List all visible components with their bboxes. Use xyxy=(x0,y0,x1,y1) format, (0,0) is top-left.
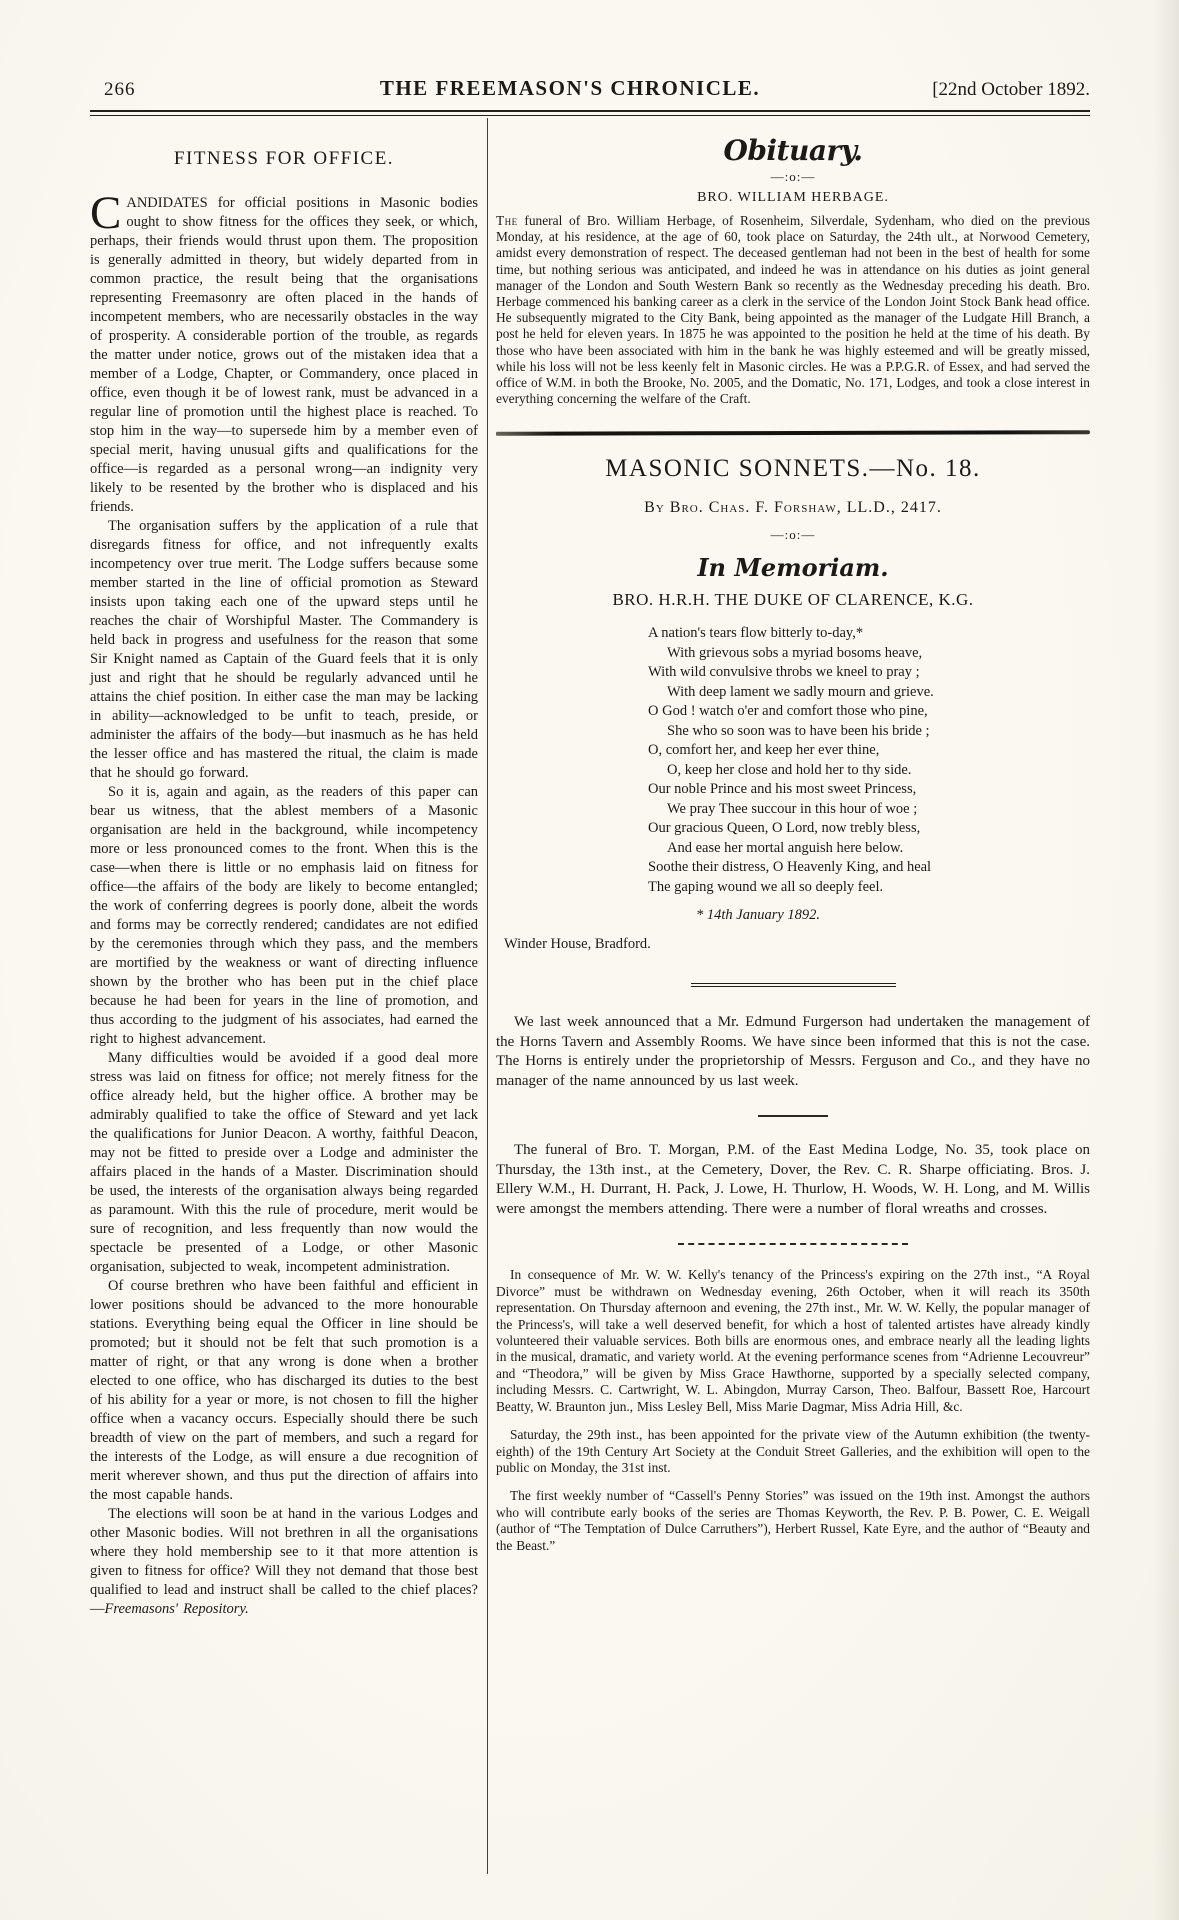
section-divider-dashed xyxy=(678,1243,908,1245)
page-number: 266 xyxy=(104,79,136,100)
page-header xyxy=(90,76,1090,101)
article-paragraph xyxy=(90,187,478,517)
section-divider-thick xyxy=(496,431,1090,437)
page-columns xyxy=(90,118,1090,1874)
news-item: In consequence of Mr. W. W. Kelly's tenancy of the Princess's expiring on the 27th inst., “A Royal Divorce” must be withdrawn on Wednesday evening, 26th October, when it will reach its 350th representation. On Thursday afternoon and evening, the 27th inst., Mr. W. W. Kelly, the popular manager of the Princess's, will take a well deserved benefit, for which a host of talented artistes have already kindly volunteered their valuable services. Both bills are enormous ones, and embrace nearly all the leading lights in the musical, dramatic, and variety world. At the evening performance scenes from “Adrienne Lecouvreur” and “Theodora,” will be given by Miss Grace Hawthorne, supported by a specially selected company, including Messrs. C. Cartwright, W. L. Abingdon, Murray Carson, Theo. Balfour, Bassett Roe, Harcourt Beatty, W. Braunton jun., Miss Lesley Bell, Miss Marie Dagmar, Miss Adria Hill, &c. xyxy=(496,1267,1090,1414)
poem-line: With wild convulsive throbs we kneel to pray ; xyxy=(648,664,920,681)
section-separator: —:o:— xyxy=(770,527,816,543)
article-paragraph: So it is, again and again, as the readers of this paper can bear us witness, that the ablest members of a Masonic organisation are held in the background, while incompetency more or less pronounced comes to the front. When this is the case—when there is little or no emphasis laid on fitness for office—the affairs of the body are likely to become entangled; the work of conferring degrees is poorly done, albeit the words and forms may be correctly rendered; candidates are not edified by the ceremonies through which they pass, and the members are mortified by the weakness or want of directing influence shown by the brother who has been put in the chief place because he had been for years in the line of promotion, and thus according to the judgment of his associates, had earned the right to highest advancement. xyxy=(90,784,478,1047)
poem-line: With deep lament we sadly mourn and grieve. xyxy=(667,683,934,700)
news-item: We last week announced that a Mr. Edmund Furgerson had undertaken the management of the Horns Tavern and Assembly Rooms. We have since been informed that this is not the case. The Horns is entirely under the proprietorship of Messrs. Ferguson and Co., and they have no manager of the name announced by us last week. xyxy=(496,1014,1090,1089)
poem-line: She who so soon was to have been his bride ; xyxy=(667,722,930,739)
paragraph-text: The elections will soon be at hand in the various Lodges and other Masonic bodies. Will not brethren in all the organisations where they hold membership see to it that more attention is given to fitness for office? Will they not demand that those best qualified to lead and instruct shall be called to the chief places?— xyxy=(90,1506,478,1617)
lead-word: The xyxy=(496,213,518,228)
paragraph-text: funeral of Bro. William Herbage, of Rosenheim, Silverdale, Sydenham, who died on the previous Monday, at his residence, at the age of 60, took place on Saturday, the 24th ult., at Norwood Cemetery, amidst every demonstration of respect. The deceased gentleman had not been in the best of health for some time, but nothing serious was anticipated, and indeed he was in attendance on his duties as joint general manager of the London and South Western Bank so recently as the Wednesday preceding his death. Bro. Herbage commenced his banking career as a clerk in the service of the London Joint Stock Bank head office. He subsequently migrated to the City Bank, being appointed as the manager of the Ludgate Hill Branch, a post he held for eleven years. In 1875 he was appointed to the position he held at the time of his death. By those who have been associated with him in the bank he was highly esteemed and will be greatly missed, while his loss will not be less keenly felt in Masonic circles. He was a P.P.G.R. of Essex, and had served the office of W.M. in both the Brooke, No. 2005, and the Domatic, No. 171, Lodges, and took a close interest in everything concerning the welfare of the Craft. xyxy=(496,213,1090,407)
section-separator: —:o:— xyxy=(770,169,816,184)
poem-line: The gaping wound we all so deeply feel. xyxy=(648,878,884,895)
poem-line: O, comfort her, and keep her ever thine, xyxy=(648,742,880,759)
obituary-title: Obituary. xyxy=(723,134,863,167)
news-item: The first weekly number of “Cassell's Penny Stories” was issued on the 19th inst. Amongst the authors who will contribute early books of the series are Thomas Keyworth, the Rev. P. B. Power, C. E. Weigall (author of “The Temptation of Dulce Carruthers”), Herbert Russel, Kate Eyre, and the author of “Beauty and the Beast.” xyxy=(496,1488,1090,1553)
article-paragraph xyxy=(90,1505,478,1619)
poem-line: With grievous sobs a myriad bosoms heave, xyxy=(667,644,923,661)
poem-footnote: * 14th January 1892. xyxy=(696,907,821,924)
header-divider xyxy=(90,110,1090,116)
poem-line: We pray Thee succour in this hour of woe ; xyxy=(667,800,918,817)
sonnet-byline: By Bro. Chas. F. Forshaw, LL.D., 2417. xyxy=(644,499,942,517)
obituary-subject: BRO. WILLIAM HERBAGE. xyxy=(697,190,889,205)
sonnet-dedication: BRO. H.R.H. THE DUKE OF CLARENCE, K.G. xyxy=(612,590,974,610)
drop-cap: C xyxy=(90,187,122,239)
section-divider-double xyxy=(691,983,896,987)
news-item: The funeral of Bro. T. Morgan, P.M. of the East Medina Lodge, No. 35, took place on Thursday, the 13th inst., at the Cemetery, Dover, the Rev. C. R. Sharpe officiating. Bros. J. Ellery W.M., H. Durrant, H. Pack, J. Lowe, H. Thurlow, H. Woods, W. H. Long, and M. Willis were amongst the members attending. There were a number of floral wreaths and crosses. xyxy=(496,1142,1090,1217)
section-divider-short xyxy=(758,1115,828,1117)
poem-line: O God ! watch o'er and comfort those who pine, xyxy=(648,703,928,720)
poem-line: And ease her mortal anguish here below. xyxy=(667,839,904,856)
obituary-body xyxy=(496,213,1090,407)
poem-line: A nation's tears flow bitterly to-day,* xyxy=(648,625,864,642)
article-paragraph: Of course brethren who have been faithful and efficient in lower positions should be advanced to the more honourable stations. Everything being equal the Officer in line should be promoted; but it should not be felt that such promotion is a matter of right, or that any wrong is done when a brother elected to one office, who has discharged its duties to the best of his ability for a year or more, is not chosen to fill the higher office when a vacancy occurs. Especially should there be such breadth of view on the part of members, and such a regard for the interests of the Lodge, as will ensure a due recognition of merit wherever shown, and thus put the direction of affairs into the most capable hands. xyxy=(90,1278,478,1503)
sonnet-section xyxy=(496,455,1090,953)
news-item: Saturday, the 29th inst., has been appointed for the private view of the Autumn exhibition (the twenty-eighth) of the 19th Century Art Society at the Conduit Street Galleries, and the exhibition will open to the public on Monday, the 31st inst. xyxy=(496,1427,1090,1475)
article-paragraph: Many difficulties would be avoided if a good deal more stress was laid on fitness for office; not merely fitness for the office already held, but the higher office. A brother may be admirably qualified to take the office of Steward and yet lack the qualifications for Junior Deacon. A worthy, faithful Deacon, may not be fitted to preside over a Lodge and administer the affairs placed in the hands of a Master. Discrimination should be used, the interests of the organisation always being regarded as paramount. With this the rule of procedure, merit would be sure of recognition, and less frequently than now would the spectacle be presented of a Lodge, or other Masonic organisation, subjected to weak, incompetent administration. xyxy=(90,1050,478,1275)
left-column xyxy=(90,118,478,1874)
newspaper-title: THE FREEMASON'S CHRONICLE. xyxy=(379,76,761,100)
right-column xyxy=(496,118,1090,1874)
paragraph-text: ANDIDATES for official positions in Masonic bodies ought to show fitness for the offices they seek, or which, perhaps, their friends would thrust upon them. The proposition is generally admitted in theory, but widely departed from in common practice, the result being that the organisations representing Freemasonry are often placed in the hands of incompetent members, who are necessarily obstacles in the way of prosperity. A considerable portion of the trouble, as regards the matter under notice, grows out of the mistaken idea that a member of a Lodge, Chapter, or Commandery, once placed in office, even though it be of lowest rank, must be advanced in a regular line of promotion until the highest place is reached. To stop him in the way—to supersede him by a member even of special merit, having unusual gifts and qualifications for the office—is regarded as a personal wrong—an indignity very likely to be resented by the brother who is displaced and his friends. xyxy=(90,195,478,515)
article-signature: Freemasons' Repository. xyxy=(104,1601,249,1617)
poem-line: Soothe their distress, O Heavenly King, and heal xyxy=(648,859,932,876)
poem-line: O, keep her close and hold her to thy side. xyxy=(667,761,912,778)
poem-line: Our gracious Queen, O Lord, now trebly bless, xyxy=(648,820,921,837)
poem-line: Our noble Prince and his most sweet Princess, xyxy=(648,781,917,798)
sonnet-title: MASONIC SONNETS.—No. 18. xyxy=(605,455,981,483)
column-divider xyxy=(487,118,488,1874)
sonnet-poem xyxy=(648,624,1090,897)
in-memoriam-heading: In Memoriam. xyxy=(697,553,889,583)
poem-address: Winder House, Bradford. xyxy=(504,936,651,953)
issue-date: [22nd October 1892. xyxy=(932,79,1090,100)
article-paragraph: The organisation suffers by the application of a rule that disregards fitness for office, and not infrequently exalts incompetency over true merit. The Lodge suffers because some member started in the line of official promotion as Steward insists upon taking each one of the upward steps until he reaches the chair of Worshipful Master. The Commandery is held back in progress and usefulness for the reason that some Sir Knight named as Captain of the Guard feels that it is only just and right that he should be regularly advanced until he attains the chief position. In either case the man may be lacking in ability—acknowledged to be unfit to teach, preside, or administer the affairs of the body—but inasmuch as he has held the lesser office and has mastered the ritual, the claim is made that he should go forward. xyxy=(90,518,478,781)
article-heading: FITNESS FOR OFFICE. xyxy=(173,148,395,169)
obituary-section xyxy=(496,134,1090,407)
